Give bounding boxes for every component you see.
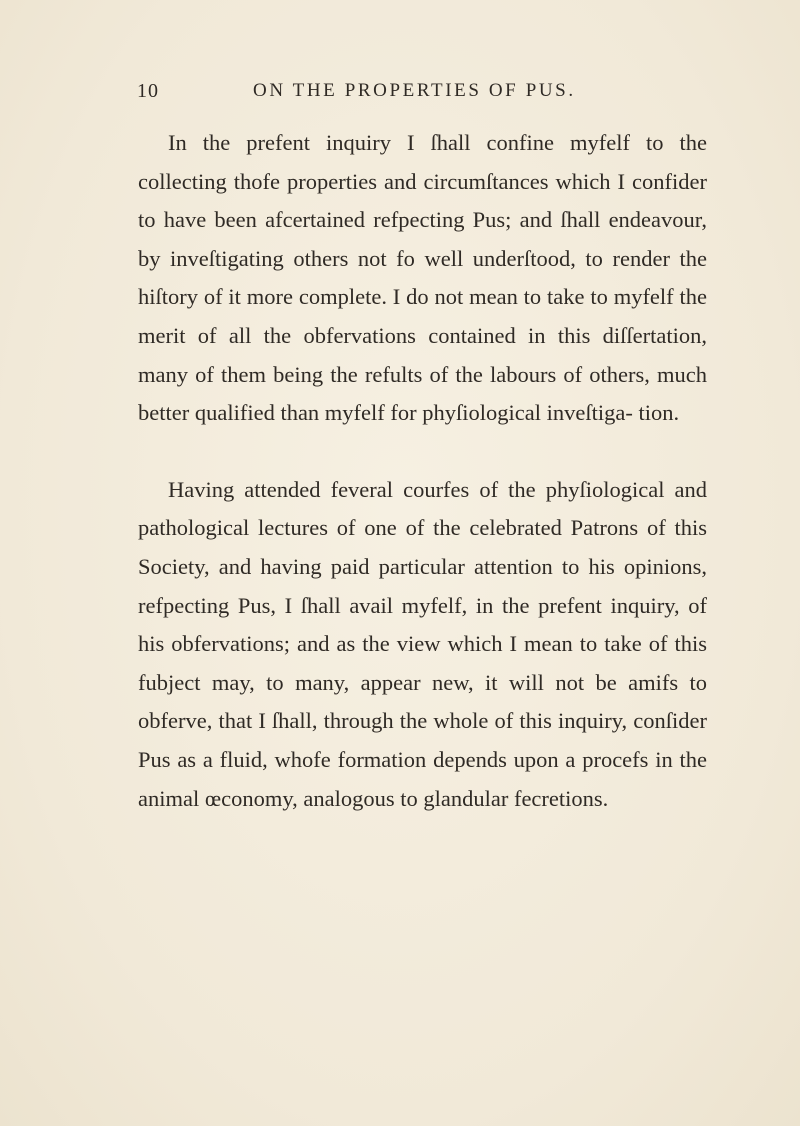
paragraph-2: Having attended feveral courfes of the phyſiological and pathological lectures of one of the celebrated Patrons of this Society, and having paid particular attention to his opinions, refpecting Pus, I ſhall avail myfelf, in the prefent inquiry, of his obfervations; and as the view which I mean to take of this fubject may, to many, appear new, it will not be amifs to obferve, that I ſhall, through the whole of this inquiry, conſider Pus as a fluid, whofe formation depends upon a procefs in the animal œconomy, analogous to glandular fecretions.	[138, 476, 707, 811]
page-body	[138, 124, 707, 818]
page-header	[137, 80, 707, 114]
page-number: 10	[137, 80, 159, 102]
running-head: ON THE PROPERTIES OF PUS.	[253, 80, 576, 101]
paragraph-1: In the prefent inquiry I ſhall confine myfelf to the collecting thofe properties and circumſtances which I confider to have been afcertained refpecting Pus; and ſhall endeavour, by inveſtigating others not fo well underſtood, to render the hiſtory of it more complete. I do not mean to take to myfelf the merit of all the obfervations contained in this diſſertation, many of them being the refults of the labours of others, much better qualified than myfelf for phyſiological inveſtiga- tion.	[138, 130, 707, 426]
